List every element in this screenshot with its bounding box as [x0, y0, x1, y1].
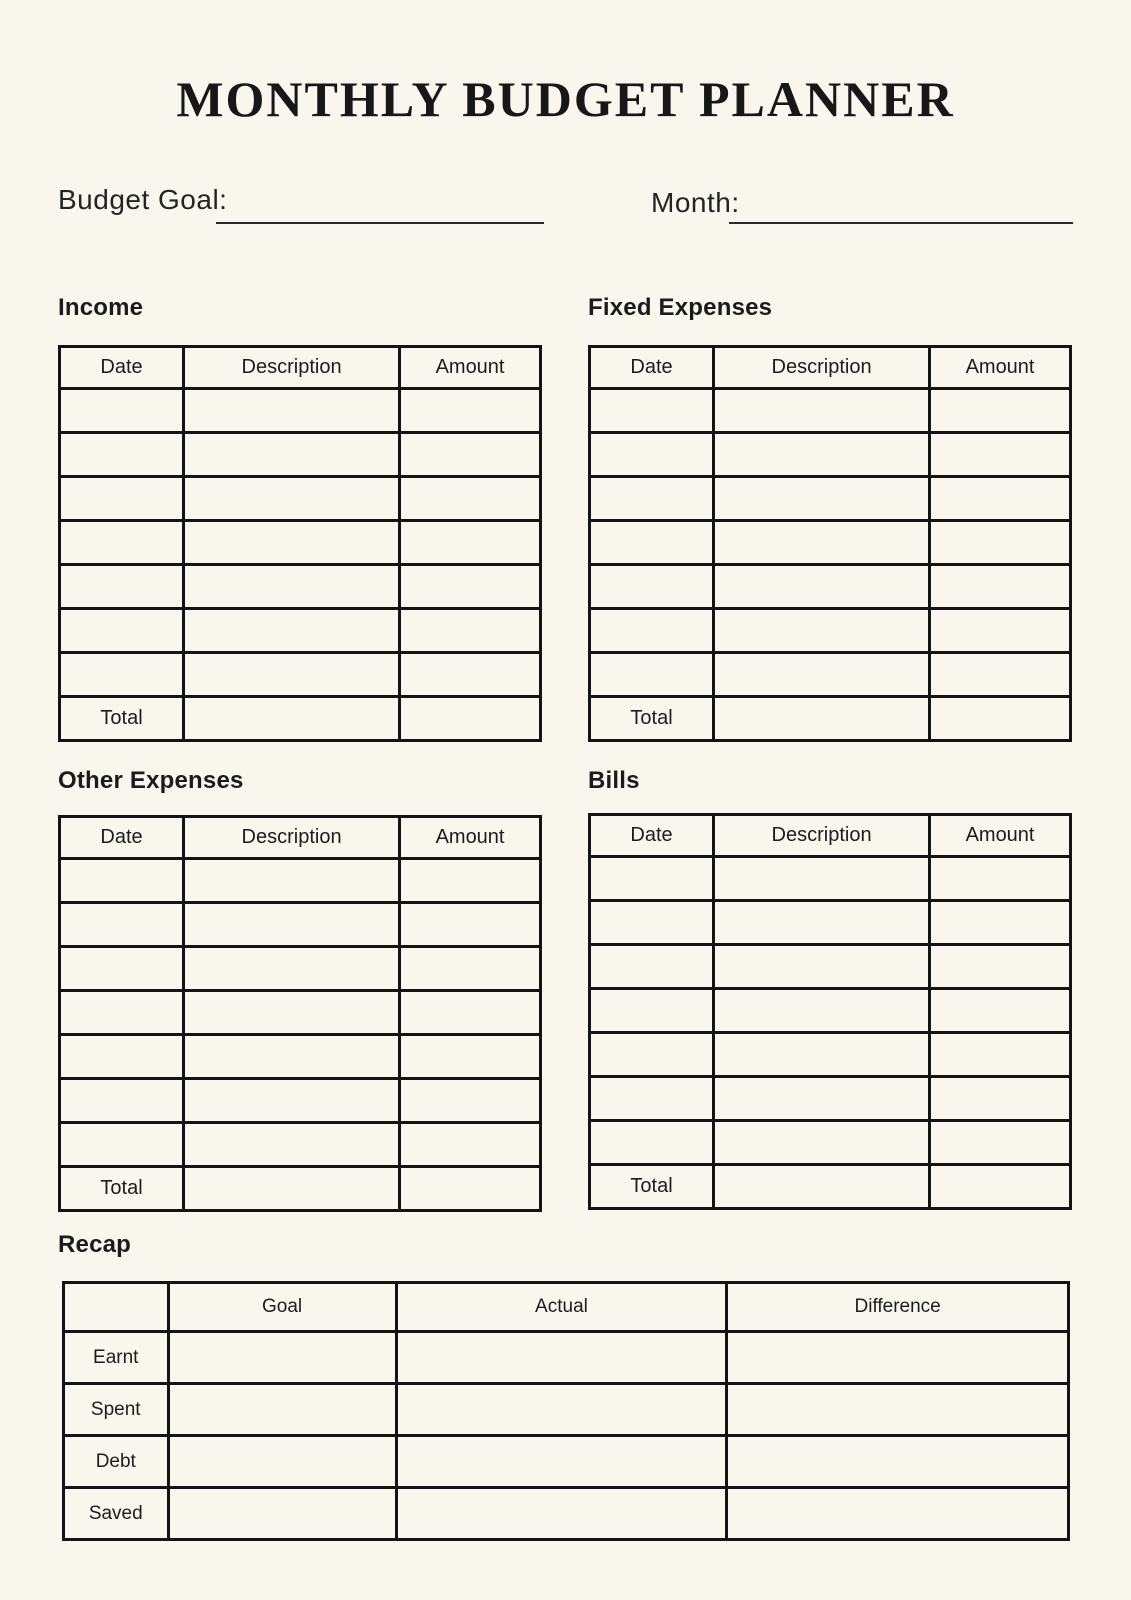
recap-row-earnt [64, 1332, 1069, 1384]
bills-amount-cell [930, 989, 1071, 1033]
bills-total-amount-cell [930, 1165, 1071, 1209]
bills-date-cell [590, 1121, 714, 1165]
fixed-expenses-description-cell [714, 609, 930, 653]
bills-row [590, 1121, 1071, 1165]
income-col-date: Date [60, 347, 184, 389]
fixed-expenses-heading: Fixed Expenses [588, 294, 773, 321]
bills-date-cell [590, 1077, 714, 1121]
other-expenses-total-description-cell [184, 1167, 400, 1211]
fixed-expenses-amount-cell [930, 521, 1071, 565]
income-header-row [60, 347, 541, 389]
other-expenses-description-cell [184, 1035, 400, 1079]
bills-heading: Bills [588, 767, 640, 794]
recap-saved-goal-cell [168, 1488, 396, 1540]
income-amount-cell [400, 565, 541, 609]
fixed-expenses-date-cell [590, 521, 714, 565]
fixed-expenses-row [590, 477, 1071, 521]
income-date-cell [60, 389, 184, 433]
bills-row [590, 1033, 1071, 1077]
other-expenses-date-cell [60, 859, 184, 903]
other-expenses-description-cell [184, 947, 400, 991]
other-expenses-table [58, 815, 542, 1212]
other-expenses-row [60, 1079, 541, 1123]
bills-amount-cell [930, 1121, 1071, 1165]
recap-earnt-difference-cell [727, 1332, 1069, 1384]
bills-row [590, 1077, 1071, 1121]
recap-row-label: Earnt [64, 1332, 169, 1384]
fixed-expenses-date-cell [590, 477, 714, 521]
other-expenses-amount-cell [400, 859, 541, 903]
fixed-expenses-description-cell [714, 521, 930, 565]
bills-description-cell [714, 989, 930, 1033]
bills-row [590, 945, 1071, 989]
income-date-cell [60, 653, 184, 697]
income-total-label: Total [60, 697, 184, 741]
income-row [60, 609, 541, 653]
other-expenses-description-cell [184, 1123, 400, 1167]
bills-description-cell [714, 1077, 930, 1121]
recap-earnt-goal-cell [168, 1332, 396, 1384]
income-heading: Income [58, 294, 144, 321]
recap-debt-difference-cell [727, 1436, 1069, 1488]
other-expenses-description-cell [184, 1079, 400, 1123]
bills-col-description: Description [714, 815, 930, 857]
income-total-row [60, 697, 541, 741]
income-description-cell [184, 565, 400, 609]
income-description-cell [184, 477, 400, 521]
fixed-expenses-row [590, 389, 1071, 433]
budget-goal-label: Budget Goal: [58, 184, 228, 215]
other-expenses-date-cell [60, 947, 184, 991]
other-expenses-row [60, 947, 541, 991]
recap-col-difference: Difference [727, 1283, 1069, 1332]
income-amount-cell [400, 521, 541, 565]
recap-earnt-actual-cell [396, 1332, 727, 1384]
bills-total-description-cell [714, 1165, 930, 1209]
fixed-expenses-date-cell [590, 389, 714, 433]
recap-row-spent [64, 1384, 1069, 1436]
fixed-expenses-table [588, 345, 1072, 742]
income-amount-cell [400, 609, 541, 653]
recap-debt-goal-cell [168, 1436, 396, 1488]
income-description-cell [184, 433, 400, 477]
other-expenses-total-row [60, 1167, 541, 1211]
recap-row-label: Saved [64, 1488, 169, 1540]
recap-col-actual: Actual [396, 1283, 727, 1332]
bills-description-cell [714, 945, 930, 989]
income-col-description: Description [184, 347, 400, 389]
recap-table [62, 1281, 1070, 1541]
month-label: Month: [651, 187, 740, 218]
bills-row [590, 901, 1071, 945]
income-amount-cell [400, 433, 541, 477]
fixed-expenses-description-cell [714, 565, 930, 609]
fixed-expenses-description-cell [714, 389, 930, 433]
bills-table [588, 813, 1072, 1210]
other-expenses-col-date: Date [60, 817, 184, 859]
other-expenses-total-label: Total [60, 1167, 184, 1211]
other-expenses-date-cell [60, 1079, 184, 1123]
recap-debt-actual-cell [396, 1436, 727, 1488]
bills-total-row [590, 1165, 1071, 1209]
recap-spent-actual-cell [396, 1384, 727, 1436]
bills-amount-cell [930, 1033, 1071, 1077]
bills-amount-cell [930, 857, 1071, 901]
income-date-cell [60, 477, 184, 521]
fixed-expenses-col-amount: Amount [930, 347, 1071, 389]
other-expenses-date-cell [60, 991, 184, 1035]
bills-header-row [590, 815, 1071, 857]
bills-date-cell [590, 1033, 714, 1077]
bills-row [590, 857, 1071, 901]
income-row [60, 477, 541, 521]
bills-col-amount: Amount [930, 815, 1071, 857]
fixed-expenses-row [590, 565, 1071, 609]
fixed-expenses-amount-cell [930, 609, 1071, 653]
budget-goal-blank-line [216, 222, 544, 224]
bills-date-cell [590, 857, 714, 901]
other-expenses-description-cell [184, 903, 400, 947]
month-blank-line [729, 222, 1073, 224]
other-expenses-amount-cell [400, 903, 541, 947]
income-description-cell [184, 521, 400, 565]
bills-description-cell [714, 1121, 930, 1165]
fixed-expenses-description-cell [714, 433, 930, 477]
income-amount-cell [400, 653, 541, 697]
fixed-expenses-total-row [590, 697, 1071, 741]
recap-row-saved [64, 1488, 1069, 1540]
other-expenses-total-amount-cell [400, 1167, 541, 1211]
fixed-expenses-description-cell [714, 477, 930, 521]
income-row [60, 653, 541, 697]
income-row [60, 389, 541, 433]
bills-col-date: Date [590, 815, 714, 857]
fixed-expenses-amount-cell [930, 653, 1071, 697]
recap-row-label: Spent [64, 1384, 169, 1436]
bills-amount-cell [930, 1077, 1071, 1121]
bills-description-cell [714, 857, 930, 901]
recap-col-goal: Goal [168, 1283, 396, 1332]
recap-saved-actual-cell [396, 1488, 727, 1540]
other-expenses-description-cell [184, 991, 400, 1035]
fixed-expenses-amount-cell [930, 389, 1071, 433]
fixed-expenses-total-amount-cell [930, 697, 1071, 741]
income-date-cell [60, 521, 184, 565]
other-expenses-col-description: Description [184, 817, 400, 859]
fixed-expenses-amount-cell [930, 433, 1071, 477]
recap-row-label: Debt [64, 1436, 169, 1488]
bills-amount-cell [930, 945, 1071, 989]
income-description-cell [184, 653, 400, 697]
fixed-expenses-row [590, 521, 1071, 565]
income-total-amount-cell [400, 697, 541, 741]
bills-row [590, 989, 1071, 1033]
fixed-expenses-total-description-cell [714, 697, 930, 741]
other-expenses-date-cell [60, 1123, 184, 1167]
income-col-amount: Amount [400, 347, 541, 389]
income-table [58, 345, 542, 742]
recap-saved-difference-cell [727, 1488, 1069, 1540]
income-description-cell [184, 609, 400, 653]
income-total-description-cell [184, 697, 400, 741]
bills-date-cell [590, 901, 714, 945]
income-amount-cell [400, 477, 541, 521]
recap-spent-goal-cell [168, 1384, 396, 1436]
other-expenses-date-cell [60, 903, 184, 947]
fixed-expenses-amount-cell [930, 477, 1071, 521]
income-date-cell [60, 609, 184, 653]
fixed-expenses-row [590, 433, 1071, 477]
income-date-cell [60, 433, 184, 477]
income-row [60, 521, 541, 565]
recap-spent-difference-cell [727, 1384, 1069, 1436]
income-row [60, 565, 541, 609]
bills-total-label: Total [590, 1165, 714, 1209]
other-expenses-row [60, 1123, 541, 1167]
recap-header-row [64, 1283, 1069, 1332]
fixed-expenses-row [590, 653, 1071, 697]
income-amount-cell [400, 389, 541, 433]
fixed-expenses-header-row [590, 347, 1071, 389]
fixed-expenses-amount-cell [930, 565, 1071, 609]
recap-row-debt [64, 1436, 1069, 1488]
other-expenses-description-cell [184, 859, 400, 903]
fixed-expenses-date-cell [590, 433, 714, 477]
bills-date-cell [590, 989, 714, 1033]
other-expenses-row [60, 903, 541, 947]
other-expenses-amount-cell [400, 1035, 541, 1079]
other-expenses-row [60, 859, 541, 903]
fixed-expenses-description-cell [714, 653, 930, 697]
bills-description-cell [714, 1033, 930, 1077]
fixed-expenses-date-cell [590, 609, 714, 653]
bills-date-cell [590, 945, 714, 989]
other-expenses-date-cell [60, 1035, 184, 1079]
other-expenses-row [60, 1035, 541, 1079]
other-expenses-col-amount: Amount [400, 817, 541, 859]
other-expenses-header-row [60, 817, 541, 859]
fixed-expenses-date-cell [590, 565, 714, 609]
other-expenses-heading: Other Expenses [58, 767, 244, 794]
income-row [60, 433, 541, 477]
fixed-expenses-total-label: Total [590, 697, 714, 741]
income-date-cell [60, 565, 184, 609]
fixed-expenses-date-cell [590, 653, 714, 697]
other-expenses-amount-cell [400, 1079, 541, 1123]
fixed-expenses-col-description: Description [714, 347, 930, 389]
bills-description-cell [714, 901, 930, 945]
page-title: MONTHLY BUDGET PLANNER [176, 71, 955, 127]
other-expenses-amount-cell [400, 1123, 541, 1167]
recap-heading: Recap [58, 1231, 132, 1258]
other-expenses-amount-cell [400, 947, 541, 991]
income-description-cell [184, 389, 400, 433]
other-expenses-row [60, 991, 541, 1035]
other-expenses-amount-cell [400, 991, 541, 1035]
recap-corner-cell [64, 1283, 169, 1332]
bills-amount-cell [930, 901, 1071, 945]
fixed-expenses-col-date: Date [590, 347, 714, 389]
fixed-expenses-row [590, 609, 1071, 653]
